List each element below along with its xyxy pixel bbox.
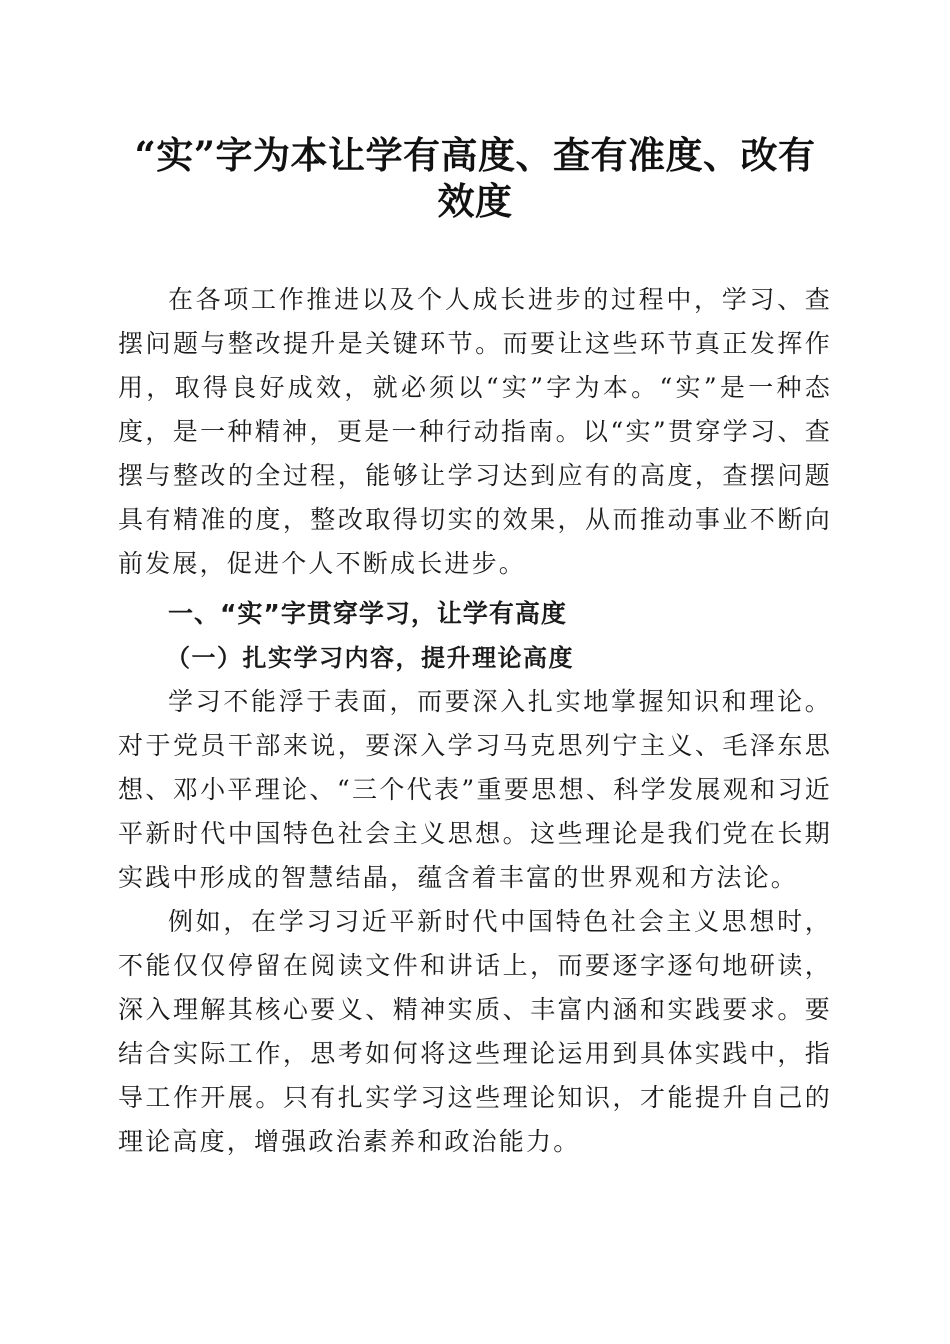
subsection-heading: （一）扎实学习内容，提升理论高度 — [166, 644, 574, 672]
section-heading: 一、“实”字贯穿学习，让学有高度 — [168, 599, 567, 628]
body-paragraph: 学习不能浮于表面，而要深入扎实地掌握知识和理论。对于党员干部来说，要深入学习马克思列宁主义、毛泽东思想、邓小平理论、“三个代表”重要思想、科学发展观和习近平新时代中国特色社会主义思想。这些理论是我们党在长期实践中形成的智慧结晶，蕴含着丰富的世界观和方法论。 — [118, 687, 832, 892]
document-title: “实”字为本让学有高度、查有准度、改有效度 — [134, 133, 816, 223]
intro-paragraph: 在各项工作推进以及个人成长进步的过程中，学习、查摆问题与整改提升是关键环节。而要让这些环节真正发挥作用，取得良好成效，就必须以“实”字为本。“实”是一种态度，是一种精神，更是一种行动指南。以“实”贯穿学习、查摆与整改的全过程，能够让学习达到应有的高度，查摆问题具有精准的度，整改取得切实的效果，从而推动事业不断向前发展，促进个人不断成长进步。 — [118, 285, 832, 578]
body-paragraph: 例如，在学习习近平新时代中国特色社会主义思想时，不能仅仅停留在阅读文件和讲话上，而要逐字逐句地研读，深入理解其核心要义、精神实质、丰富内涵和实践要求。要结合实际工作，思考如何将这些理论运用到具体实践中，指导工作开展。只有扎实学习这些理论知识，才能提升自己的理论高度，增强政治素养和政治能力。 — [118, 907, 832, 1156]
document-body — [118, 278, 832, 1164]
